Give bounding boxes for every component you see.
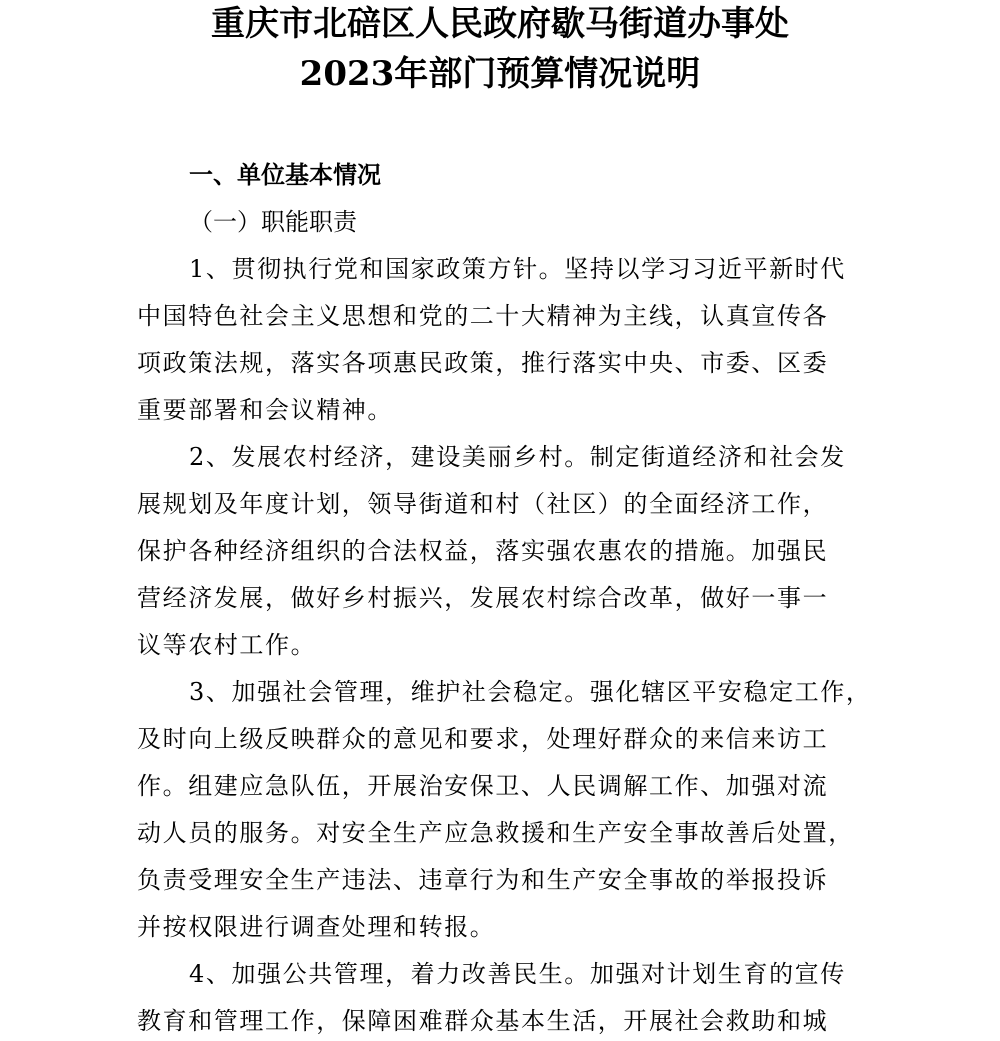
document-title-line-1: 重庆市北碚区人民政府歇马街道办事处	[211, 4, 789, 44]
paragraph-line: 3、加强社会管理，维护社会稳定。强化辖区平安稳定工作，	[189, 678, 872, 706]
paragraph-line: 1、贯彻执行党和国家政策方针。坚持以学习习近平新时代	[189, 255, 846, 283]
paragraph-line: 项政策法规，落实各项惠民政策，推行落实中央、市委、区委	[137, 349, 829, 377]
paragraph-line: 教育和管理工作，保障困难群众基本生活，开展社会救助和城	[137, 1007, 829, 1035]
document-title-line-2: 2023年部门预算情况说明	[299, 54, 701, 94]
paragraph-line: 营经济发展，做好乡村振兴，发展农村综合改革，做好一事一	[137, 584, 829, 612]
paragraph-line: 4、加强公共管理，着力改善民生。加强对计划生育的宣传	[189, 960, 846, 988]
paragraph-line: 负责受理安全生产违法、违章行为和生产安全事故的举报投诉	[137, 866, 829, 894]
paragraph-line: 动人员的服务。对安全生产应急救援和生产安全事故善后处置，	[137, 819, 854, 847]
paragraph-line: 作。组建应急队伍，开展治安保卫、人民调解工作、加强对流	[137, 772, 829, 800]
paragraph-line: 中国特色社会主义思想和党的二十大精神为主线，认真宣传各	[137, 302, 829, 330]
paragraph-line: 保护各种经济组织的合法权益，落实强农惠农的措施。加强民	[137, 537, 829, 565]
paragraph-line: 并按权限进行调查处理和转报。	[137, 913, 496, 941]
paragraph-line: 及时向上级反映群众的意见和要求，处理好群众的来信来访工	[137, 725, 829, 753]
paragraph-line: 重要部署和会议精神。	[137, 396, 393, 424]
paragraph-line: 2、发展农村经济，建设美丽乡村。制定街道经济和社会发	[189, 443, 846, 471]
section-heading: 一、单位基本情况	[189, 161, 381, 189]
paragraph-line: 展规划及年度计划，领导街道和村（社区）的全面经济工作，	[137, 490, 829, 518]
paragraph-line: 议等农村工作。	[137, 631, 317, 659]
subsection-heading: （一）职能职责	[189, 208, 357, 236]
